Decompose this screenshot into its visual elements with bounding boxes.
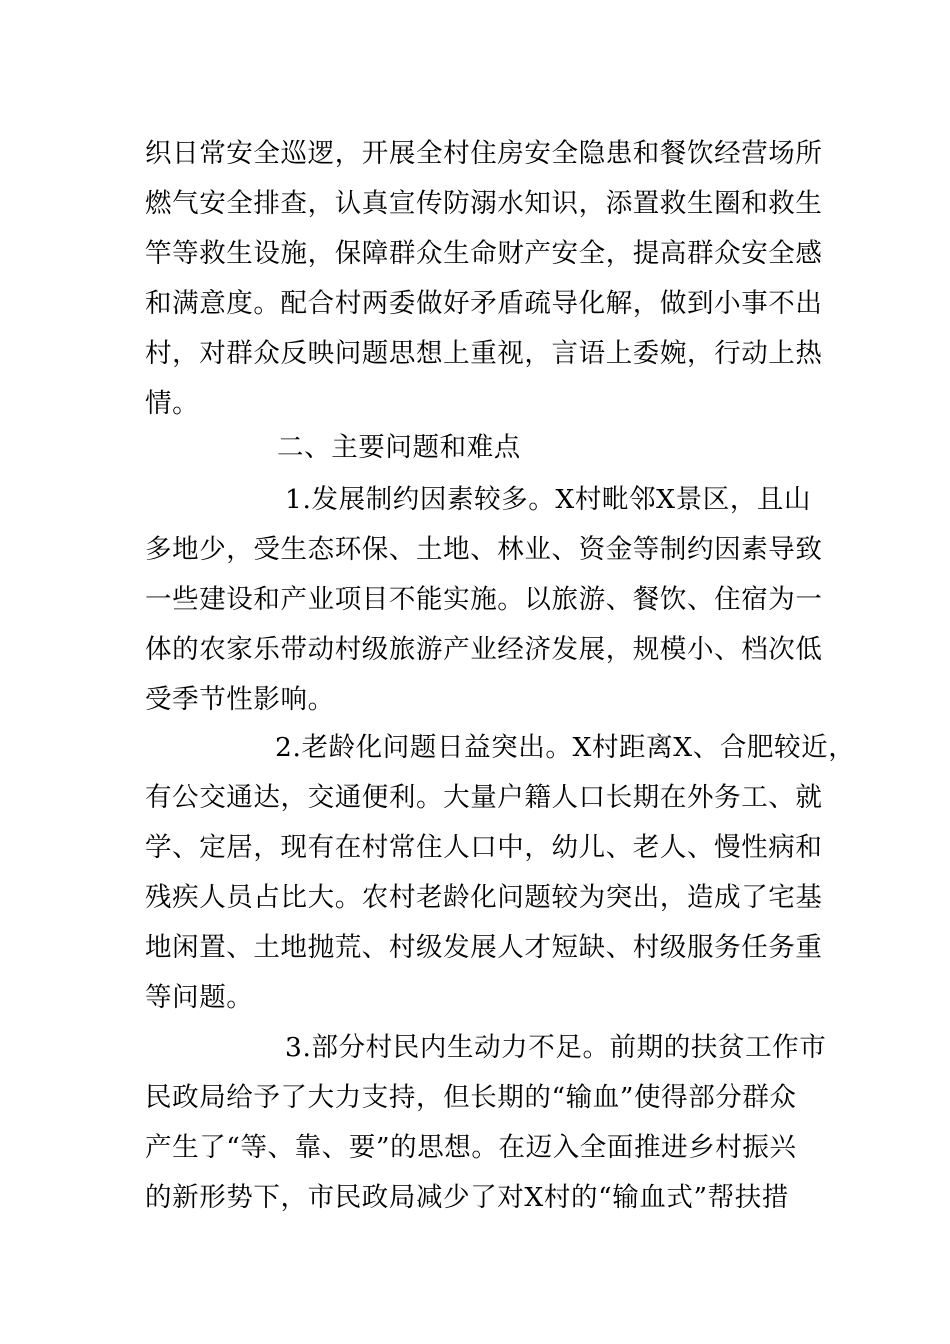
body-text-line: 燃气安全排查，认真宣传防溺水知识，添置救生圈和救生 (145, 188, 823, 219)
body-text-line: 学、定居，现有在村常住人口中，幼儿、老人、慢性病和 (145, 832, 823, 863)
body-text-line: 的新形势下，市民政局减少了对X村的“输血式”帮扶措 (145, 1182, 789, 1213)
body-text-line: 村，对群众反映问题思想上重视，言语上委婉，行动上热 (145, 338, 823, 369)
body-text-line: 多地少，受生态环保、土地、林业、资金等制约因素导致 (145, 534, 823, 565)
body-text-line: 织日常安全巡逻，开展全村住房安全隐患和餐饮经营场所 (145, 138, 823, 169)
body-text-line: 地闲置、土地抛荒、村级发展人才短缺、村级服务任务重 (145, 932, 823, 963)
body-text-line: 民政局给予了大力支持，但长期的“输血”使得部分群众 (145, 1082, 797, 1113)
body-text-line: 和满意度。配合村两委做好矛盾疏导化解，做到小事不出 (145, 288, 823, 319)
body-text-line: 残疾人员占比大。农村老龄化问题较为突出，造成了宅基 (145, 882, 823, 913)
body-text-line: 竿等救生设施，保障群众生命财产安全，提高群众安全感 (145, 238, 823, 269)
body-text-line: 一些建设和产业项目不能实施。以旅游、餐饮、住宿为一 (145, 584, 823, 615)
item-3-heading-line: 3.部分村民内生动力不足。前期的扶贫工作市 (285, 1032, 827, 1063)
body-text-line: 情。 (145, 388, 200, 419)
item-1-heading-line: 1.发展制约因素较多。X村毗邻X景区，且山 (285, 484, 812, 515)
section-heading: 二、主要问题和难点 (277, 432, 521, 463)
body-text-line: 有公交通达，交通便利。大量户籍人口长期在外务工、就 (145, 782, 823, 813)
body-text-line: 受季节性影响。 (145, 684, 335, 715)
body-text-line: 产生了“等、靠、要”的思想。在迈入全面推进乡村振兴 (145, 1132, 797, 1163)
body-text-line: 体的农家乐带动村级旅游产业经济发展，规模小、档次低 (145, 634, 823, 665)
item-2-heading-line: 2.老龄化问题日益突出。X村距离X、合肥较近， (275, 732, 856, 763)
body-text-line: 等问题。 (145, 982, 254, 1013)
